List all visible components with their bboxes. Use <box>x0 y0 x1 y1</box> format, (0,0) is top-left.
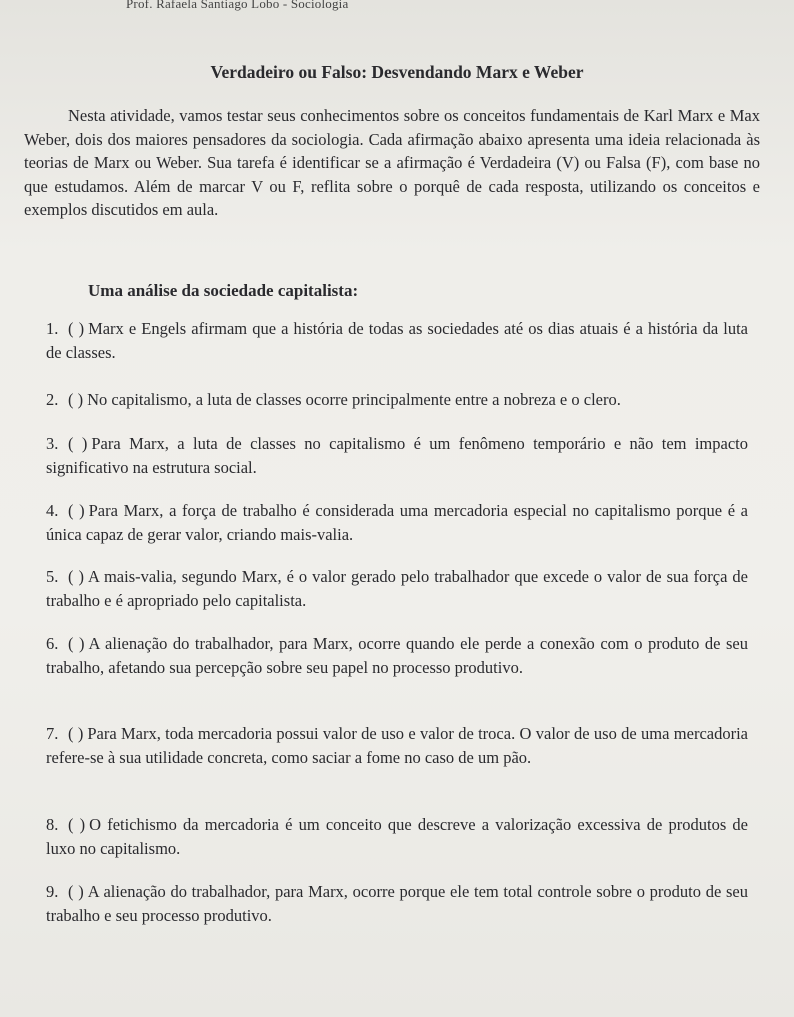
answer-box[interactable]: ( ) <box>68 501 85 520</box>
question-number: 7. <box>46 724 59 743</box>
answer-box[interactable]: ( ) <box>68 815 86 834</box>
answer-box[interactable]: ( ) <box>68 567 84 586</box>
question-text: O fetichismo da mercadoria é um conceito que descreve a valorização excessiva de produtos de luxo no capitalismo. <box>46 815 748 858</box>
section-title: Uma análise da sociedade capitalista: <box>88 281 359 300</box>
question-text: A alienação do trabalhador, para Marx, ocorre quando ele perde a conexão com o produto de seu trabalho, afetando sua percepção sobre seu papel no processo produtivo. <box>46 634 748 677</box>
question-text: Para Marx, a luta de classes no capitalismo é um fenômeno temporário e não tem impacto significativo na estrutura social. <box>46 434 748 477</box>
question-number: 1. <box>46 319 59 338</box>
question-number: 2. <box>46 390 59 409</box>
question-8 <box>46 813 748 860</box>
question-9 <box>46 880 748 927</box>
question-1 <box>46 317 748 364</box>
answer-box[interactable]: ( ) <box>68 882 84 901</box>
question-7 <box>46 722 748 769</box>
question-text: Para Marx, toda mercadoria possui valor de uso e valor de troca. O valor de uso de uma mercadoria refere-se à sua utilidade concreta, como saciar a fome no caso de um pão. <box>46 724 748 767</box>
answer-box[interactable]: ( ) <box>68 434 88 453</box>
question-number: 4. <box>46 501 59 520</box>
question-number: 8. <box>46 815 59 834</box>
question-text: Para Marx, a força de trabalho é considerada uma mercadoria especial no capitalismo porque é a única capaz de gerar valor, criando mais-valia. <box>46 501 748 544</box>
question-3 <box>46 432 748 479</box>
question-number: 5. <box>46 567 59 586</box>
answer-box[interactable]: ( ) <box>68 319 85 338</box>
answer-box[interactable]: ( ) <box>68 390 84 409</box>
answer-box[interactable]: ( ) <box>68 634 85 653</box>
intro-paragraph: Nesta atividade, vamos testar seus conhecimentos sobre os conceitos fundamentais de Karl Marx e Max Weber, dois dos maiores pensadores da sociologia. Cada afirmação abaixo apresenta uma ideia relacionada às teorias de Marx ou Weber. Sua tarefa é identificar se a afirmação é Verdadeira (V) ou Falsa (F), com base no que estudamos. Além de marcar V ou F, reflita sobre o porquê de cada resposta, utilizando os conceitos e exemplos discutidos em aula. <box>24 106 760 220</box>
question-number: 3. <box>46 434 59 453</box>
question-4 <box>46 499 748 546</box>
question-5 <box>46 565 748 612</box>
question-text: No capitalismo, a luta de classes ocorre principalmente entre a nobreza e o clero. <box>87 390 621 409</box>
question-number: 6. <box>46 634 59 653</box>
question-number: 9. <box>46 882 59 901</box>
answer-box[interactable]: ( ) <box>68 724 84 743</box>
question-2 <box>46 388 748 412</box>
question-text: Marx e Engels afirmam que a história de todas as sociedades até os dias atuais é a história da luta de classes. <box>46 319 748 362</box>
question-6 <box>46 632 748 679</box>
question-text: A mais-valia, segundo Marx, é o valor gerado pelo trabalhador que excede o valor de sua força de trabalho e é apropriado pelo capitalista. <box>46 567 748 610</box>
page-header: Prof. Rafaela Santiago Lobo - Sociologia <box>126 0 349 11</box>
page-title: Verdadeiro ou Falso: Desvendando Marx e Weber <box>210 62 584 82</box>
question-text: A alienação do trabalhador, para Marx, ocorre porque ele tem total controle sobre o produto de seu trabalho e seu processo produtivo. <box>46 882 748 925</box>
